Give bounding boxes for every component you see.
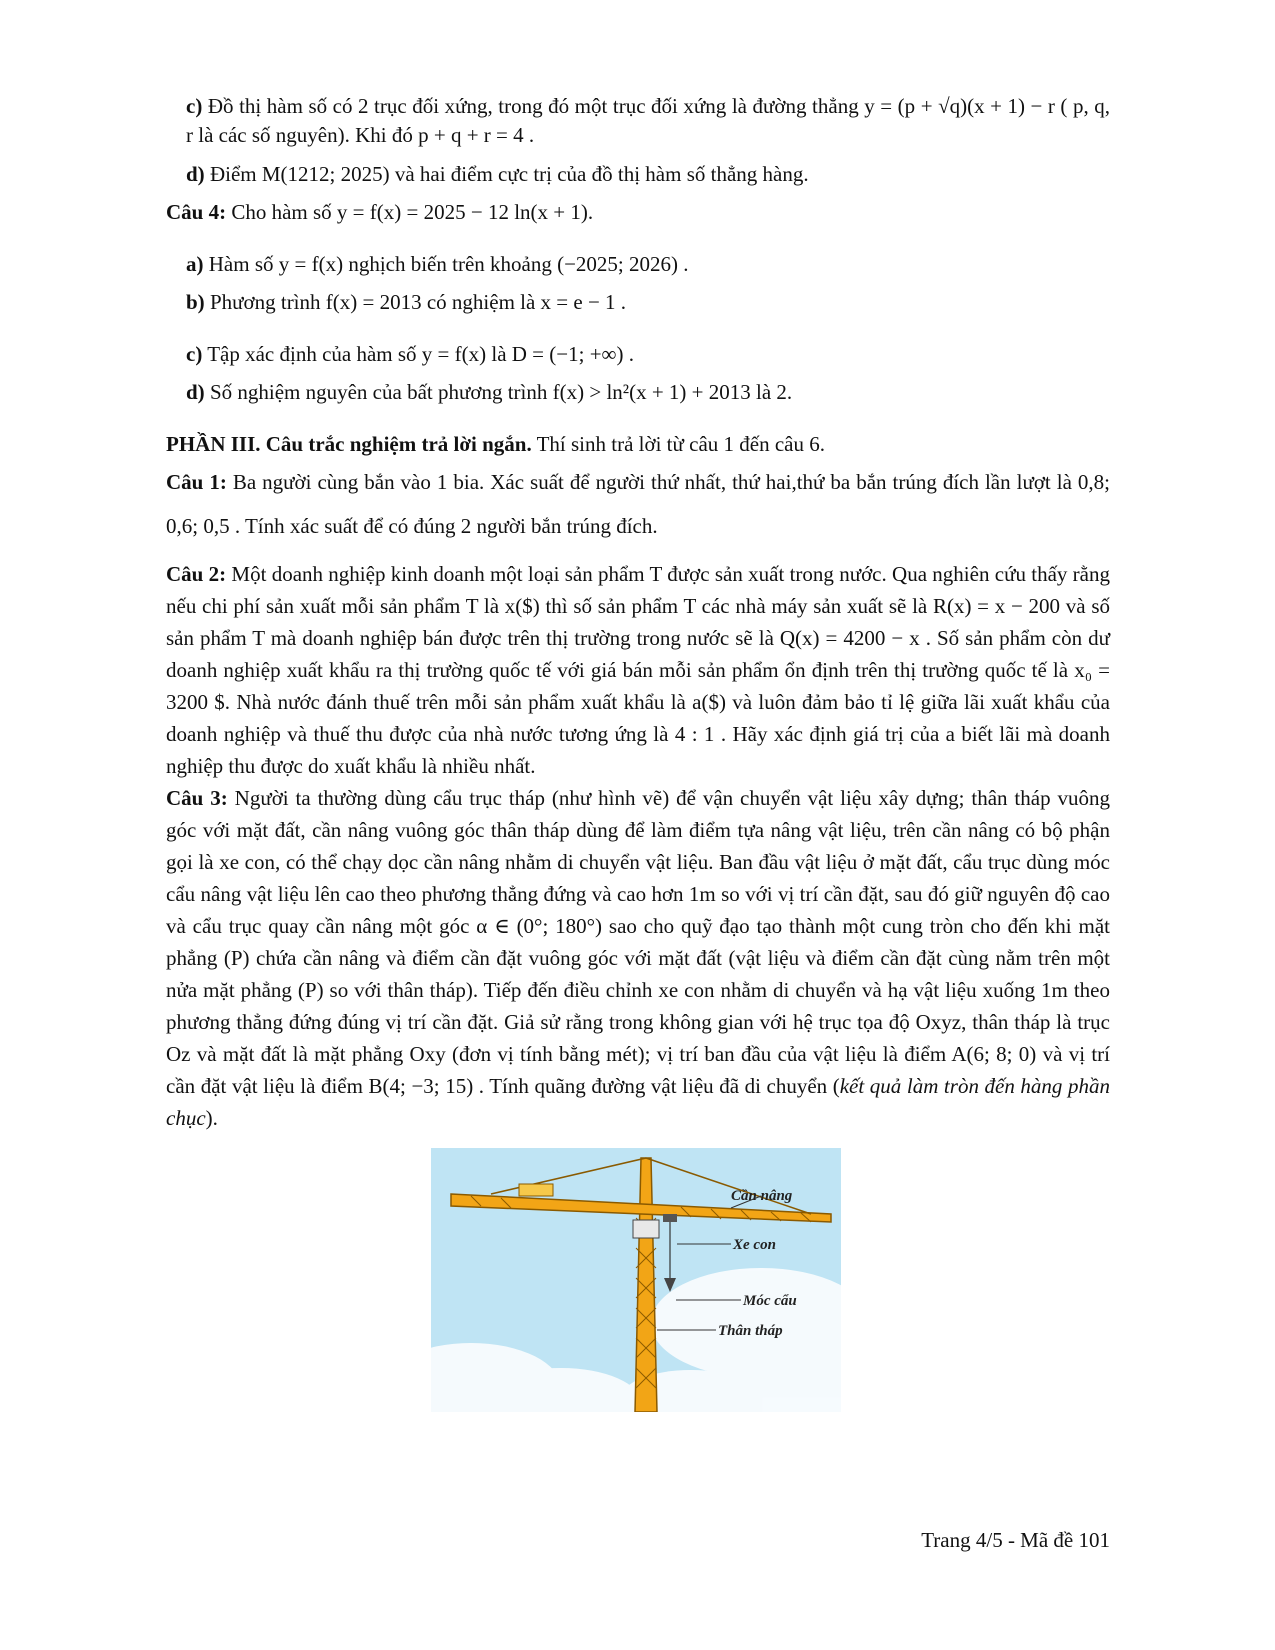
- page-content: [166, 92, 1110, 1412]
- tower-crane-illustration: [431, 1148, 841, 1412]
- part3-question-3: Câu 3: Người ta thường dùng cẩu trục tháp (như hình vẽ) để vận chuyển vật liệu xây dựng; thân tháp vuông góc với mặt đất, cần nâng vuông góc thân tháp dùng để làm điểm tựa nâng vật liệu, trên cần nâng có bộ phận gọi là xe con, có thể chạy dọc cần nâng nhằm di chuyển vật liệu. Ban đầu vật liệu ở mặt đất, cẩu trục dùng móc cẩu nâng vật liệu lên cao theo phương thẳng đứng và cao hơn 1m so với vị trí cần đặt, sau đó giữ nguyên độ cao và cẩu trục quay cần nâng một góc α ∈ (0°; 180°) sao cho quỹ đạo tạo thành một cung tròn cho đến khi mặt phẳng (P) chứa cần nâng và điểm cần đặt vuông góc với mặt đất (vật liệu và điểm cần đặt cùng nằm trên một nửa mặt phẳng (P) so với thân tháp). Tiếp đến điều chỉnh xe con nhằm di chuyển và hạ vật liệu xuống 1m theo phương thẳng đứng đúng vị trí cần đặt. Giả sử rằng trong không gian với hệ trục tọa độ Oxyz, thân tháp là trục Oz và mặt đất là mặt phẳng Oxy (đơn vị tính bằng mét); vị trí ban đầu của vật liệu là điểm A(6; 8; 0) và vị trí cần đặt vật liệu là điểm B(4; −3; 15) . Tính quãng đường vật liệu đã di chuyển (kết quả làm tròn đến hàng phần chục).: [166, 786, 1110, 1130]
- label-boom: Cần nâng: [731, 1188, 793, 1204]
- counterweight: [519, 1184, 553, 1196]
- operator-cab: [633, 1220, 659, 1238]
- q4-option-a: a) Hàm số y = f(x) nghịch biến trên khoảng (−2025; 2026) .: [186, 252, 689, 276]
- q3-option-d: d) Điểm M(1212; 2025) và hai điểm cực trị của đồ thị hàm số thẳng hàng.: [186, 162, 809, 186]
- label-trolley: Xe con: [733, 1237, 776, 1253]
- q3-option-c: c) Đồ thị hàm số có 2 trục đối xứng, trong đó một trục đối xứng là đường thẳng y = (p + √q)(x + 1) − r ( p, q, r là các số nguyên). Khi đó p + q + r = 4 .: [186, 94, 1110, 147]
- q4-option-c: c) Tập xác định của hàm số y = f(x) là D = (−1; +∞) .: [186, 342, 635, 366]
- label-hook: Móc cẩu: [743, 1293, 797, 1309]
- tower-crane-figure: [431, 1148, 841, 1412]
- q4-option-b: b) Phương trình f(x) = 2013 có nghiệm là x = e − 1 .: [186, 290, 627, 314]
- part3-question-2: Câu 2: Một doanh nghiệp kinh doanh một loại sản phẩm T được sản xuất trong nước. Qua nghiên cứu thấy rằng nếu chi phí sản xuất mỗi sản phẩm T là x($) thì số sản phẩm T các nhà máy sản xuất sẽ là R(x) = x − 200 và số sản phẩm T mà doanh nghiệp bán được trên thị trường trong nước sẽ là Q(x) = 4200 − x . Số sản phẩm còn dư doanh nghiệp xuất khẩu ra thị trường quốc tế với giá bán mỗi sản phẩm ổn định trên thị trường quốc tế là x₀ = 3200 $. Nhà nước đánh thuế trên mỗi sản phẩm xuất khẩu là a($) và luôn đảm bảo tỉ lệ giữa lãi xuất khẩu của doanh nghiệp và thuế thu được của nhà nước tương ứng là 4 : 1 . Hãy xác định giá trị của a biết lãi mà doanh nghiệp thu được do xuất khẩu là nhiều nhất.: [166, 562, 1110, 778]
- page-footer: Trang 4/5 - Mã đề 101: [921, 1528, 1110, 1552]
- trolley: [663, 1214, 677, 1222]
- question-4: Câu 4: Cho hàm số y = f(x) = 2025 − 12 ln(x + 1).: [166, 200, 594, 224]
- part3-question-1: Câu 1: Ba người cùng bắn vào 1 bia. Xác suất để người thứ nhất, thứ hai,thứ ba bắn trúng đích lần lượt là 0,8; 0,6; 0,5 . Tính xác suất để có đúng 2 người bắn trúng đích.: [166, 470, 1110, 538]
- q4-option-d: d) Số nghiệm nguyên của bất phương trình f(x) > ln²(x + 1) + 2013 là 2.: [186, 380, 793, 404]
- label-tower: Thân tháp: [718, 1323, 783, 1339]
- part3-heading: PHẦN III. Câu trắc nghiệm trả lời ngắn. Thí sinh trả lời từ câu 1 đến câu 6.: [166, 432, 826, 456]
